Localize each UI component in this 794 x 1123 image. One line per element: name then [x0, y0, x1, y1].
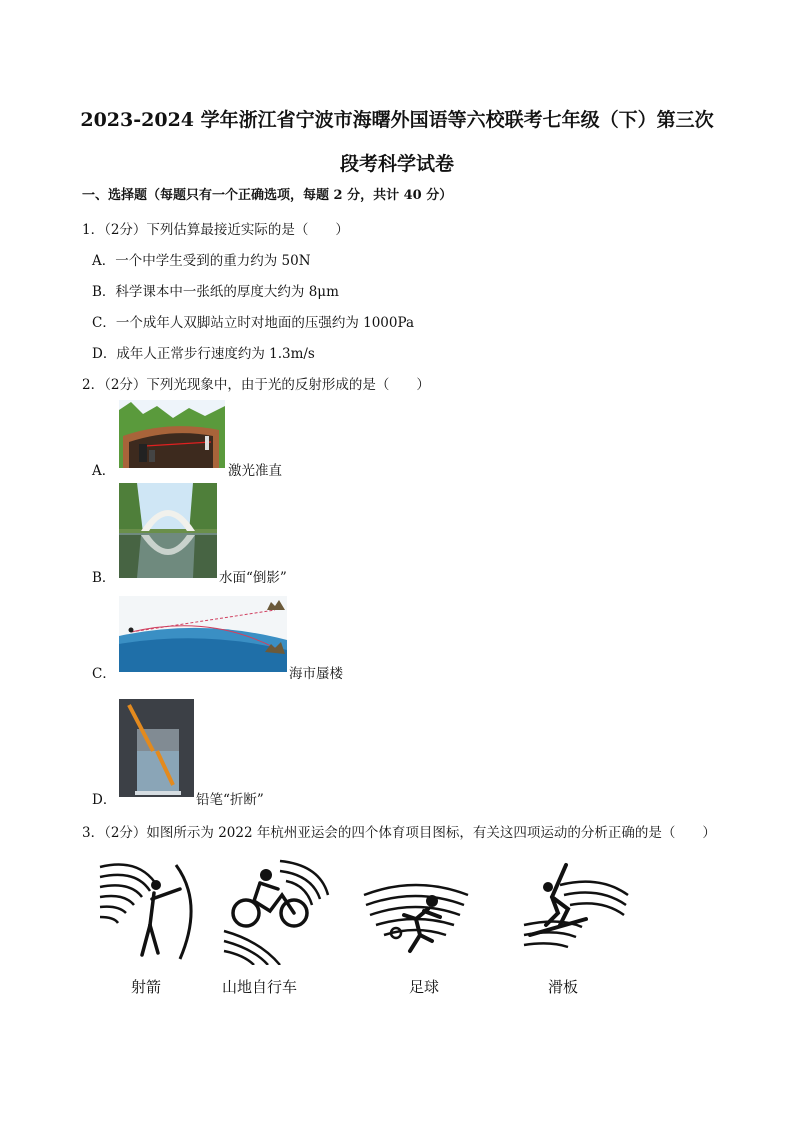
- mountain-bike-icon: [220, 855, 330, 965]
- section-heading: 一、选择题（每题只有一个正确选项，每题 2 分，共计 40 分）: [82, 188, 453, 203]
- football-icon: [360, 855, 470, 965]
- question-2-option-d-caption: 铅笔“折断”: [196, 792, 264, 808]
- sport-label-archery: 射箭: [131, 978, 162, 996]
- question-2-option-b-caption: 水面“倒影”: [219, 570, 287, 586]
- question-1-stem: 1．（2分）下列估算最接近实际的是（ ）: [82, 222, 349, 238]
- question-2-option-c-caption: 海市蜃楼: [289, 666, 343, 682]
- question-1-option-a: A．一个中学生受到的重力约为 50N: [92, 253, 311, 269]
- archery-icon: [96, 855, 206, 965]
- question-2-option-a-letter: A．: [92, 463, 116, 479]
- skateboard-icon: [520, 855, 630, 965]
- page-title: [60, 98, 734, 186]
- question-2-stem: 2．（2分）下列光现象中，由于光的反射形成的是（ ）: [82, 377, 430, 393]
- title-line-1: 2023-2024 学年浙江省宁波市海曙外国语等六校联考七年级（下）第三次: [80, 109, 714, 131]
- question-1-option-d: D．成年人正常步行速度约为 1.3m/s: [92, 346, 315, 362]
- question-1-option-b: B．科学课本中一张纸的厚度大约为 8μm: [92, 284, 339, 300]
- sport-label-football: 足球: [409, 978, 440, 996]
- sport-label-skateboard: 滑板: [548, 978, 579, 996]
- bridge-reflection-image: [119, 483, 217, 578]
- pencil-glass-image: [119, 699, 194, 797]
- question-2-option-c-letter: C．: [92, 666, 116, 682]
- laser-tunnel-image: [119, 400, 225, 468]
- question-2-option-b-letter: B．: [92, 570, 116, 586]
- title-line-2: 段考科学试卷: [339, 153, 454, 175]
- question-3-stem: 3．（2分）如图所示为 2022 年杭州亚运会的四个体育项目图标，有关这四项运动的分析正确的是（ ）: [82, 825, 716, 841]
- sport-label-mountain-bike: 山地自行车: [222, 978, 298, 996]
- mirage-image: [119, 596, 287, 672]
- question-2-option-d-letter: D．: [92, 792, 117, 808]
- question-1-option-c: C．一个成年人双脚站立时对地面的压强约为 1000Pa: [92, 315, 415, 331]
- question-2-option-a-caption: 激光准直: [228, 463, 282, 479]
